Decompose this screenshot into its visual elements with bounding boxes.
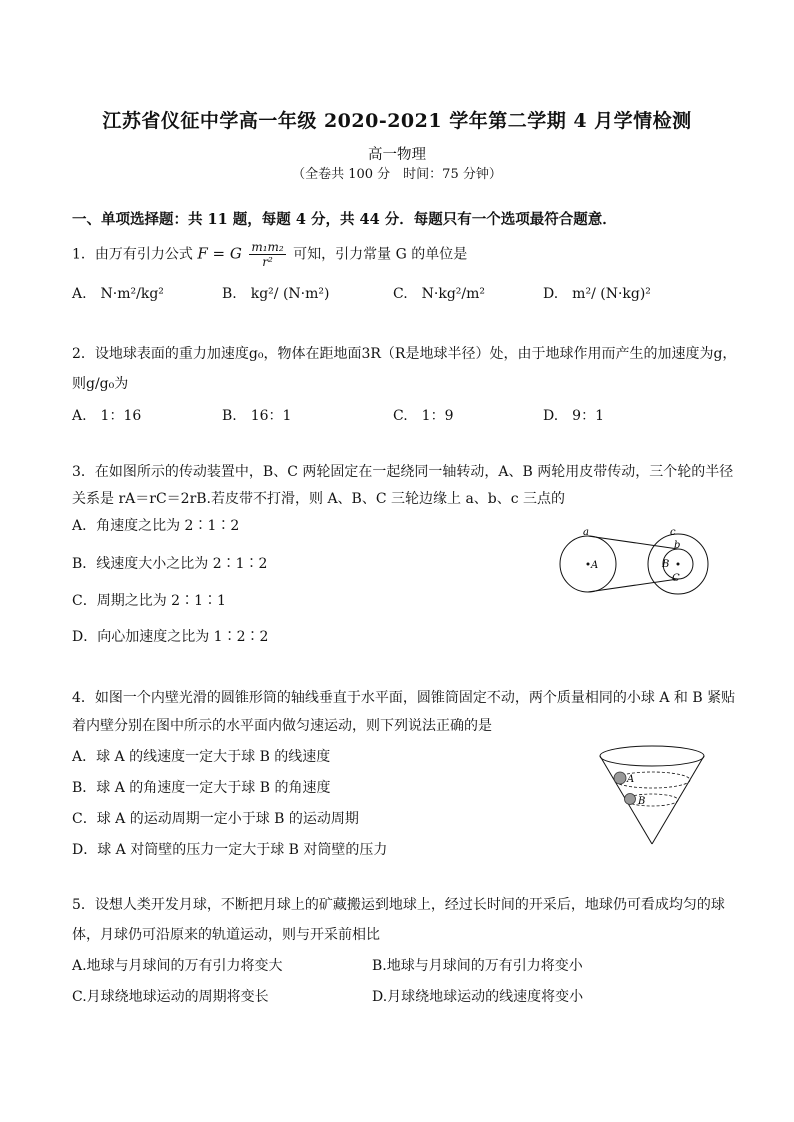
question-3-line1: 3．在如图所示的传动装置中，B、C 两轮固定在一起绕同一轴转动，A、B 两轮用皮带传动，三个轮的半径 (72, 464, 734, 480)
label-point-b: b (674, 540, 681, 551)
q1-suffix: 可知，引力常量 G 的单位是 (293, 246, 468, 263)
label-point-a: a (583, 528, 589, 538)
q1-option-a[interactable]: A. N·m²/kg² (72, 286, 164, 302)
q2-option-b[interactable]: B. 16：1 (222, 408, 292, 424)
q4-option-b[interactable]: B．球 A 的角速度一定大于球 B 的角速度 (72, 780, 331, 796)
q3-option-a[interactable]: A．角速度之比为 2∶1∶2 (72, 518, 240, 534)
q1-option-c[interactable]: C. N·kg²/m² (393, 286, 486, 302)
question-4-line2: 着内壁分别在图中所示的水平面内做匀速运动，则下列说法正确的是 (72, 718, 492, 734)
q5-option-d[interactable]: D.月球绕地球运动的线速度将变小 (372, 989, 584, 1005)
label-ball-b: B (638, 796, 646, 807)
subject-subtitle: 高一物理 (368, 147, 426, 163)
q1-formula-fraction (249, 240, 285, 269)
question-2-line1: 2．设地球表面的重力加速度g₀，物体在距地面3R（R是地球半径）处，由于地球作用而产生的加速度为g， (72, 346, 737, 362)
score-time-line: （全卷共 100 分 时间：75 分钟） (292, 167, 502, 182)
center-b-dot (677, 563, 680, 566)
question-3-line2: 关系是 rA＝rC＝2rB.若皮带不打滑，则 A、B、C 三轮边缘上 a、b、c 三点的 (72, 491, 566, 507)
center-a-dot (587, 563, 590, 566)
cone-rim (600, 746, 704, 766)
belt-upper (588, 536, 681, 551)
q1-option-d[interactable]: D. m²/ (N·kg)² (543, 286, 651, 302)
label-point-c: c (670, 528, 676, 538)
q3-option-b[interactable]: B．线速度大小之比为 2∶1∶2 (72, 556, 268, 572)
q4-option-a[interactable]: A．球 A 的线速度一定大于球 B 的线速度 (72, 749, 331, 765)
q4-option-d[interactable]: D．球 A 对筒壁的压力一定大于球 B 对筒壁的压力 (72, 842, 388, 858)
label-wheel-a: A (591, 560, 599, 571)
question-5-line2: 体，月球仍可沿原来的轨道运动，则与开采前相比 (72, 927, 380, 943)
q1-frac-numerator: m₁m₂ (251, 240, 284, 254)
belt-drive-figure (558, 528, 718, 598)
question-1-stem (72, 240, 467, 269)
belt-lower (588, 579, 678, 592)
question-4-line1: 4．如图一个内壁光滑的圆锥形筒的轴线垂直于水平面，圆锥筒固定不动，两个质量相同的小球 A 和 B 紧贴 (72, 690, 736, 706)
cone-figure (596, 742, 708, 848)
label-wheel-b: B (662, 559, 670, 570)
q4-option-c[interactable]: C．球 A 的运动周期一定小于球 B 的运动周期 (72, 811, 359, 827)
q5-option-c[interactable]: C.月球绕地球运动的周期将变长 (72, 989, 269, 1005)
q5-option-a[interactable]: A.地球与月球间的万有引力将变大 (72, 958, 283, 974)
ball-b (625, 794, 636, 805)
q5-option-b[interactable]: B.地球与月球间的万有引力将变小 (372, 958, 583, 974)
q1-frac-denominator: r² (262, 255, 273, 269)
q1-option-b[interactable]: B. kg²/ (N·m²) (222, 286, 330, 302)
q1-prefix: 1．由万有引力公式 (72, 246, 193, 263)
question-5-line1: 5．设想人类开发月球，不断把月球上的矿藏搬运到地球上，经过长时间的开采后，地球仍可看成均匀的球 (72, 897, 725, 913)
label-wheel-c: C (672, 573, 680, 584)
q1-formula-lhs: F = G (197, 244, 242, 263)
section-heading: 一、单项选择题：共 11 题，每题 4 分，共 44 分．每题只有一个选项最符合题意． (72, 211, 617, 228)
q3-option-d[interactable]: D．向心加速度之比为 1∶2∶2 (72, 629, 269, 645)
question-2-line2: 则g/g₀为 (72, 376, 129, 392)
q3-option-c[interactable]: C．周期之比为 2∶1∶1 (72, 593, 226, 609)
ball-a (614, 772, 626, 784)
q2-option-c[interactable]: C. 1：9 (393, 408, 454, 424)
q2-option-d[interactable]: D. 9：1 (543, 408, 604, 424)
page-title: 江苏省仪征中学高一年级 2020-2021 学年第二学期 4 月学情检测 (102, 110, 692, 132)
label-ball-a: A (627, 774, 635, 785)
q2-option-a[interactable]: A. 1：16 (72, 408, 142, 424)
